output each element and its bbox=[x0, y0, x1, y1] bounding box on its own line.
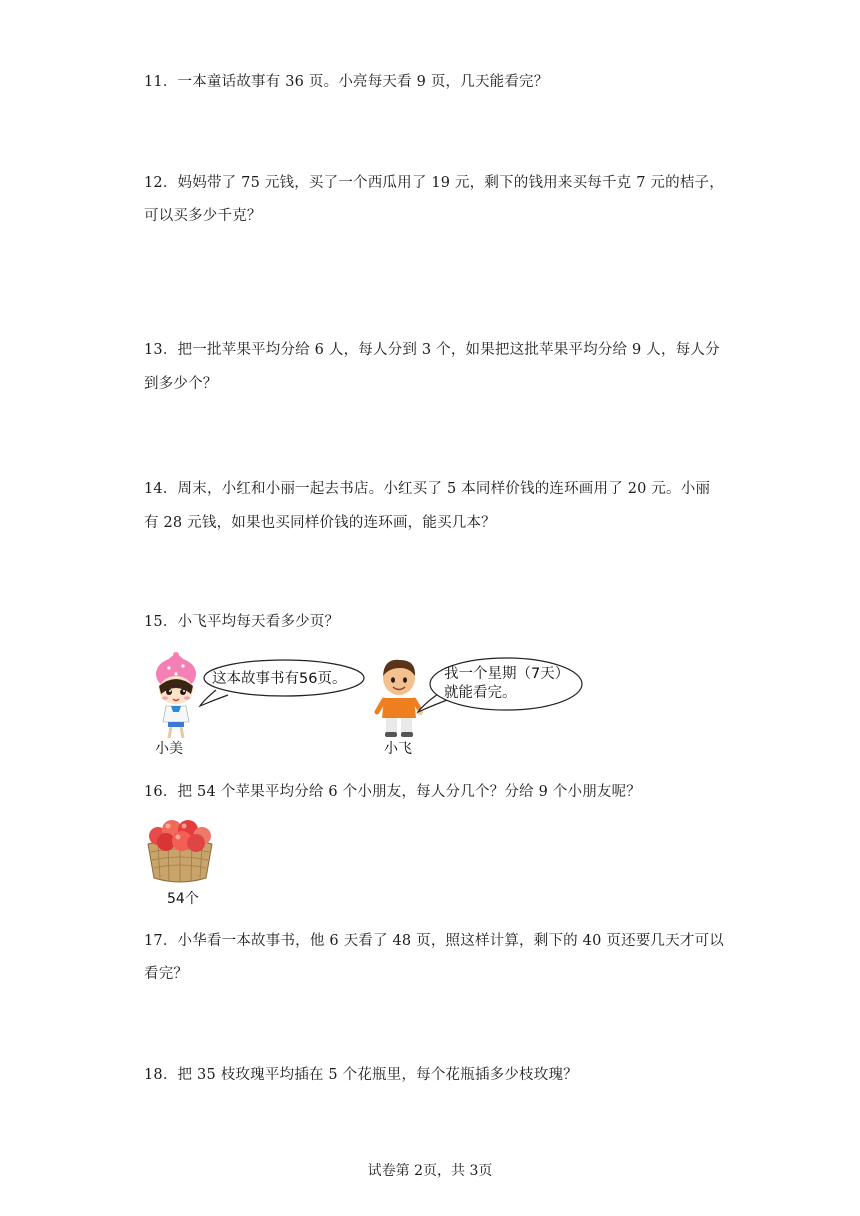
basket-label: 54个 bbox=[167, 891, 199, 907]
apple-basket-image bbox=[144, 814, 216, 886]
question-12-line-2: 可以买多少千克？ bbox=[144, 208, 262, 224]
question-15: 15．小飞平均每天看多少页？ bbox=[144, 614, 340, 630]
question-16: 16．把 54 个苹果平均分给 6 个小朋友，每人分几个？分给 9 个小朋友呢？ bbox=[144, 784, 642, 800]
girl-name: 小美 bbox=[155, 741, 183, 757]
boy-speech-text-line-2: 就能看完。 bbox=[444, 685, 517, 701]
question-13-line-2: 到多少个？ bbox=[144, 376, 218, 392]
question-13-line-1: 13．把一批苹果平均分给 6 人，每人分到 3 个，如果把这批苹果平均分给 9 人，每人分 bbox=[144, 342, 720, 358]
boy-name: 小飞 bbox=[384, 741, 412, 757]
question-12-line-1: 12．妈妈带了 75 元钱，买了一个西瓜用了 19 元，剩下的钱用来买每千克 7 元的桔子， bbox=[144, 175, 724, 191]
girl-speech-text: 这本故事书有56页。 bbox=[212, 671, 347, 687]
question-17-line-1: 17．小华看一本故事书，他 6 天看了 48 页，照这样计算，剩下的 40 页还要几天才可以 bbox=[144, 933, 724, 949]
page-footer: 试卷第 2页，共 3页 bbox=[367, 1163, 493, 1179]
boy-speech-text-line-1: 我一个星期（7天） bbox=[444, 666, 570, 682]
question-11: 11．一本童话故事有 36 页。小亮每天看 9 页，几天能看完？ bbox=[144, 74, 549, 90]
girl-speech-bubble bbox=[196, 656, 368, 708]
boy-speech-bubble bbox=[414, 654, 586, 718]
question-14-line-2: 有 28 元钱，如果也买同样价钱的连环画，能买几本？ bbox=[144, 515, 496, 531]
question-14-line-1: 14．周末，小红和小丽一起去书店。小红买了 5 本同样价钱的连环画用了 20 元。小丽 bbox=[144, 481, 711, 497]
question-18: 18．把 35 枝玫瑰平均插在 5 个花瓶里，每个花瓶插多少枝玫瑰？ bbox=[144, 1067, 578, 1083]
question-17-line-2: 看完？ bbox=[144, 966, 189, 982]
